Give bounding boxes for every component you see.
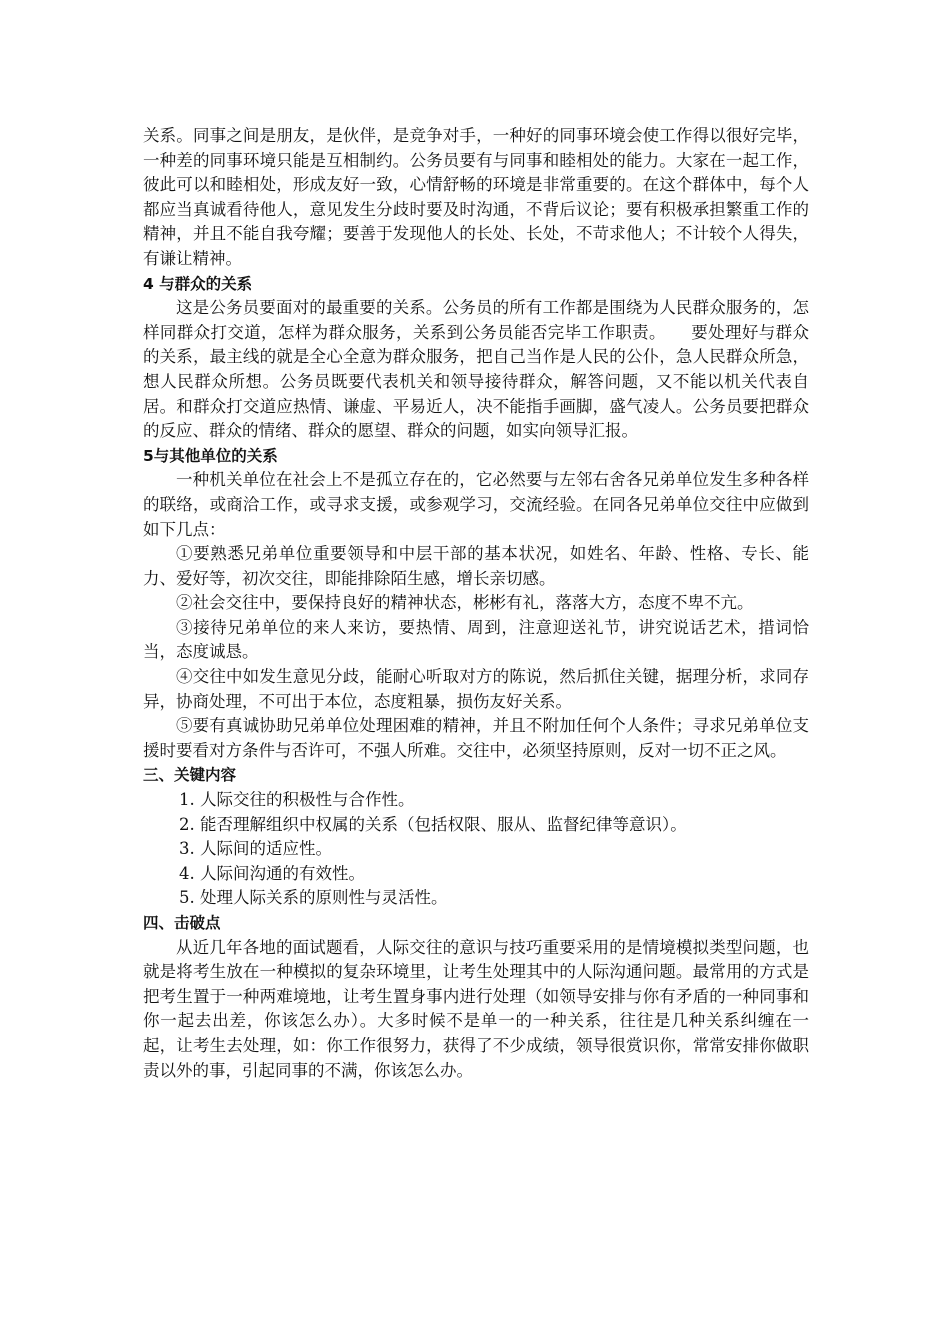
paragraph-breakthrough: 从近几年各地的面试题看，人际交往的意识与技巧重要采用的是情境模拟类型问题，也就是将考生放在一种模拟的复杂环境里，让考生处理其中的人际沟通问题。最常用的方式是把考生置于一种两难境地，让考生置身事内进行处理（如领导安排与你有矛盾的一种同事和你一起去出差，你该怎么办）。大多时候不是单一的一种关系，往往是几种关系纠缠在一起，让考生去处理，如：你工作很努力，获得了不少成绩，领导很赏识你，常常安排你做职责以外的事，引起同事的不满，你该怎么办。 — [143, 937, 809, 1080]
key-item-3: 3. 人际间的适应性。 — [179, 839, 332, 859]
key-item-1: 1. 人际交往的积极性与合作性。 — [179, 790, 415, 810]
key-item-4: 4. 人际间沟通的有效性。 — [179, 863, 365, 883]
unit-point-2: ②社会交往中，要保持良好的精神状态，彬彬有礼，落落大方，态度不卑不亢。 — [176, 593, 754, 613]
unit-point-1: ①要熟悉兄弟单位重要领导和中层干部的基本状况，如姓名、年龄、性格、专长、能力、爱好等，初次交往，即能排除陌生感，增长亲切感。 — [143, 544, 809, 588]
paragraph-colleagues: 关系。同事之间是朋友，是伙伴，是竞争对手，一种好的同事环境会使工作得以很好完毕，一种差的同事环境只能是互相制约。公务员要有与同事和睦相处的能力。大家在一起工作，彼此可以和睦相处，形成友好一致，心情舒畅的环境是非常重要的。在这个群体中，每个人都应当真诚看待他人，意见发生分歧时要及时沟通，不背后议论；要有积极承担繁重工作的精神，并且不能自我夸耀；要善于发现他人的长处、长处，不苛求他人；不计较个人得失，有谦让精神。 — [143, 126, 809, 268]
key-item-2: 2. 能否理解组织中权属的关系（包括权限、服从、监督纪律等意识）。 — [179, 814, 687, 834]
heading-breakthrough: 四、击破点 — [143, 914, 221, 932]
unit-point-3: ③接待兄弟单位的来人来访，要热情、周到，注意迎送礼节，讲究说话艺术，措词恰当，态度诚恳。 — [143, 617, 809, 662]
heading-masses: 4 与群众的关系 — [143, 274, 253, 293]
paragraph-masses: 这是公务员要面对的最重要的关系。公务员的所有工作都是围绕为人民群众服务的，怎样同群众打交道，怎样为群众服务，关系到公务员能否完毕工作职责。 要处理好与群众的关系，最主线的就是全心全意为群众服务，把自己当作是人民的公仆，急人民群众所急，想人民群众所想。公务员既要代表机关和领导接待群众，解答问题，又不能以机关代表自居。和群众打交道应热情、谦虚、平易近人，决不能指手画脚，盛气凌人。公务员要把群众的反应、群众的情绪、群众的愿望、群众的问题，如实向领导汇报。 — [143, 298, 809, 441]
heading-key-content: 三、关键内容 — [143, 766, 237, 785]
document-page — [143, 124, 809, 1083]
unit-point-4: ④交往中如发生意见分歧，能耐心听取对方的陈说，然后抓住关键，据理分析，求同存异，协商处理，不可出于本位，态度粗暴，损伤友好关系。 — [143, 667, 809, 711]
heading-other-units: 5与其他单位的关系 — [143, 446, 278, 465]
paragraph-other-units: 一种机关单位在社会上不是孤立存在的，它必然要与左邻右舍各兄弟单位发生多种各样的联络，或商洽工作，或寻求支援，或参观学习，交流经验。在同各兄弟单位交往中应做到如下几点： — [143, 470, 809, 539]
key-item-5: 5. 处理人际关系的原则性与灵活性。 — [179, 888, 448, 908]
unit-point-5: ⑤要有真诚协助兄弟单位处理困难的精神，并且不附加任何个人条件；寻求兄弟单位支援时要看对方条件与否许可，不强人所难。交往中，必须坚持原则，反对一切不正之风。 — [143, 716, 809, 760]
